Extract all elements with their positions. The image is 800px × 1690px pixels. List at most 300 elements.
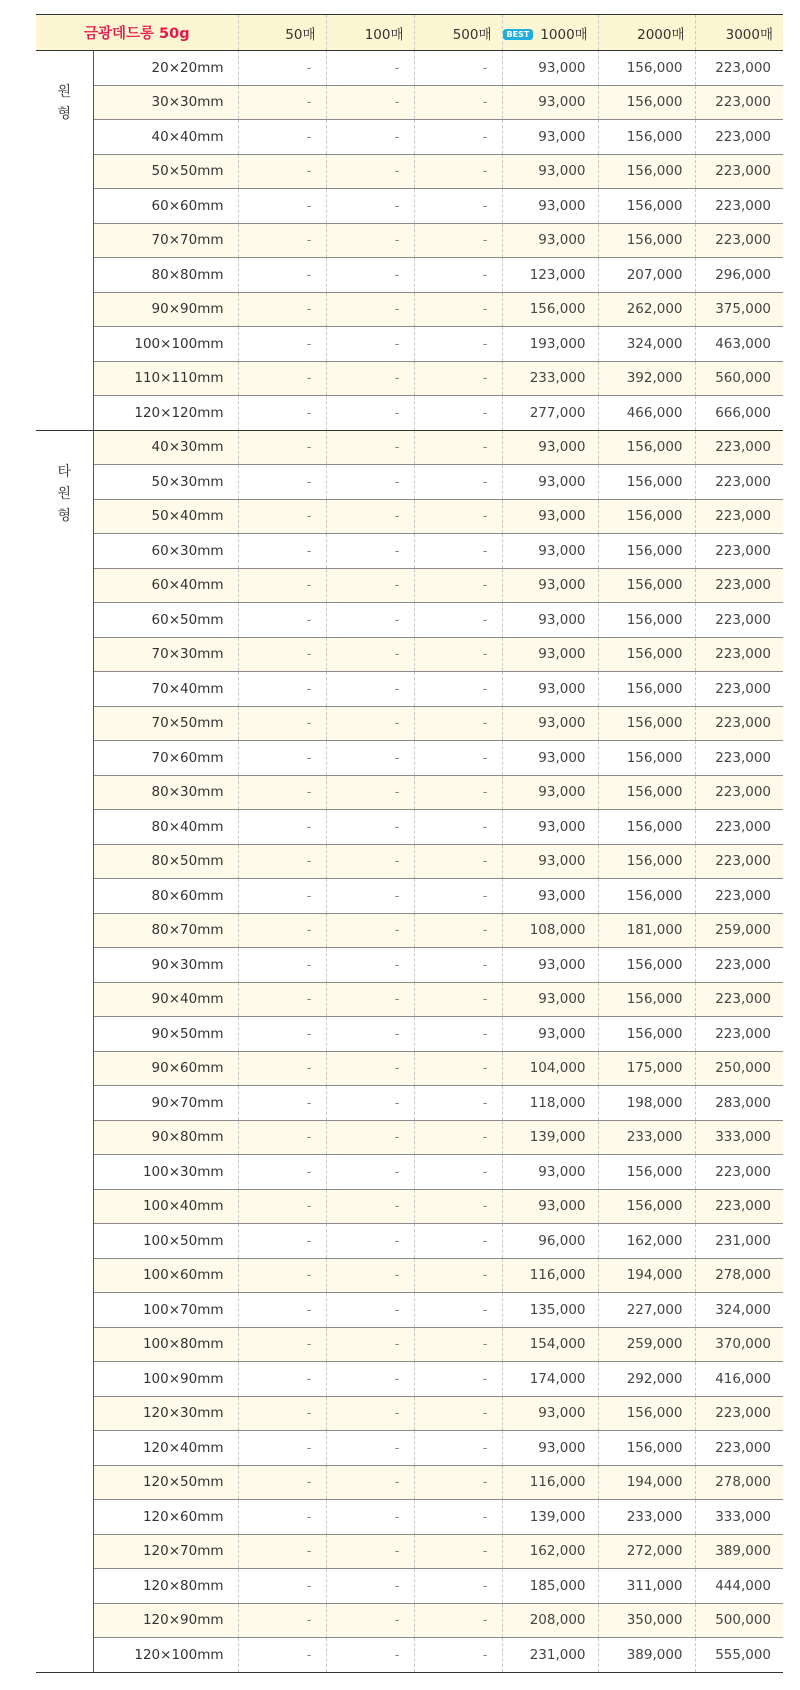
table-row bbox=[36, 706, 783, 741]
price-cell: 156,000 bbox=[598, 1431, 695, 1466]
price-cell: 93,000 bbox=[502, 1396, 598, 1431]
price-cell: 233,000 bbox=[502, 361, 598, 396]
table-row bbox=[36, 292, 783, 327]
price-cell: - bbox=[326, 223, 414, 258]
product-title: 금광데드롱 50g bbox=[36, 15, 238, 51]
price-cell: - bbox=[238, 120, 326, 155]
price-cell: - bbox=[238, 223, 326, 258]
table-row bbox=[36, 1465, 783, 1500]
price-cell: 175,000 bbox=[598, 1051, 695, 1086]
price-cell: 156,000 bbox=[598, 499, 695, 534]
price-cell: 93,000 bbox=[502, 51, 598, 86]
size-cell: 60×60mm bbox=[93, 189, 238, 224]
table-row bbox=[36, 1638, 783, 1673]
price-cell: - bbox=[238, 1534, 326, 1569]
table-row bbox=[36, 603, 783, 638]
price-cell: - bbox=[326, 1258, 414, 1293]
qty-header-50: 50매 bbox=[238, 15, 326, 51]
price-cell: 223,000 bbox=[695, 948, 783, 983]
table-row bbox=[36, 1569, 783, 1604]
price-cell: - bbox=[238, 327, 326, 362]
price-cell: 93,000 bbox=[502, 465, 598, 500]
table-row bbox=[36, 223, 783, 258]
table-row bbox=[36, 1224, 783, 1259]
price-cell: - bbox=[238, 637, 326, 672]
price-cell: 278,000 bbox=[695, 1465, 783, 1500]
table-row bbox=[36, 775, 783, 810]
table-row bbox=[36, 1603, 783, 1638]
size-cell: 100×60mm bbox=[93, 1258, 238, 1293]
size-cell: 60×40mm bbox=[93, 568, 238, 603]
price-cell: 231,000 bbox=[695, 1224, 783, 1259]
table-row bbox=[36, 844, 783, 879]
price-cell: - bbox=[326, 1362, 414, 1397]
price-cell: 162,000 bbox=[598, 1224, 695, 1259]
category-char: 타 bbox=[57, 463, 72, 480]
price-cell: - bbox=[326, 1224, 414, 1259]
price-cell: - bbox=[238, 1293, 326, 1328]
price-cell: - bbox=[326, 361, 414, 396]
price-cell: - bbox=[414, 1362, 502, 1397]
price-cell: 154,000 bbox=[502, 1327, 598, 1362]
price-cell: - bbox=[326, 913, 414, 948]
price-cell: 223,000 bbox=[695, 51, 783, 86]
price-cell: - bbox=[326, 1293, 414, 1328]
price-cell: 93,000 bbox=[502, 1017, 598, 1052]
price-cell: 116,000 bbox=[502, 1258, 598, 1293]
price-cell: - bbox=[414, 1396, 502, 1431]
price-cell: - bbox=[238, 396, 326, 431]
price-cell: - bbox=[414, 1017, 502, 1052]
size-cell: 70×50mm bbox=[93, 706, 238, 741]
price-cell: 156,000 bbox=[598, 534, 695, 569]
price-cell: - bbox=[326, 465, 414, 500]
price-cell: 223,000 bbox=[695, 1431, 783, 1466]
size-cell: 80×60mm bbox=[93, 879, 238, 914]
price-cell: - bbox=[326, 430, 414, 465]
price-cell: - bbox=[414, 361, 502, 396]
price-cell: 93,000 bbox=[502, 430, 598, 465]
price-cell: 162,000 bbox=[502, 1534, 598, 1569]
price-cell: - bbox=[238, 1465, 326, 1500]
price-cell: 259,000 bbox=[598, 1327, 695, 1362]
price-cell: - bbox=[238, 844, 326, 879]
size-cell: 90×80mm bbox=[93, 1120, 238, 1155]
price-cell: 223,000 bbox=[695, 844, 783, 879]
price-cell: - bbox=[326, 292, 414, 327]
price-cell: - bbox=[414, 982, 502, 1017]
price-cell: 156,000 bbox=[598, 1396, 695, 1431]
price-cell: 262,000 bbox=[598, 292, 695, 327]
size-cell: 120×100mm bbox=[93, 1638, 238, 1673]
table-row bbox=[36, 189, 783, 224]
price-cell: - bbox=[414, 1258, 502, 1293]
price-cell: 156,000 bbox=[598, 1189, 695, 1224]
price-cell: - bbox=[414, 430, 502, 465]
size-cell: 40×40mm bbox=[93, 120, 238, 155]
price-cell: 223,000 bbox=[695, 120, 783, 155]
price-cell: - bbox=[238, 499, 326, 534]
table-row bbox=[36, 534, 783, 569]
size-cell: 90×50mm bbox=[93, 1017, 238, 1052]
price-cell: 223,000 bbox=[695, 879, 783, 914]
price-cell: - bbox=[326, 534, 414, 569]
price-cell: 416,000 bbox=[695, 1362, 783, 1397]
price-cell: 223,000 bbox=[695, 1396, 783, 1431]
price-cell: 223,000 bbox=[695, 982, 783, 1017]
price-cell: - bbox=[414, 810, 502, 845]
price-cell: 156,000 bbox=[598, 223, 695, 258]
size-cell: 100×100mm bbox=[93, 327, 238, 362]
price-cell: 156,000 bbox=[598, 844, 695, 879]
price-cell: - bbox=[326, 637, 414, 672]
price-cell: 93,000 bbox=[502, 603, 598, 638]
price-cell: 389,000 bbox=[598, 1638, 695, 1673]
price-cell: - bbox=[238, 189, 326, 224]
size-cell: 120×120mm bbox=[93, 396, 238, 431]
table-row bbox=[36, 396, 783, 431]
price-cell: - bbox=[326, 1465, 414, 1500]
price-cell: 389,000 bbox=[695, 1534, 783, 1569]
size-cell: 120×70mm bbox=[93, 1534, 238, 1569]
size-cell: 100×90mm bbox=[93, 1362, 238, 1397]
price-cell: - bbox=[238, 1638, 326, 1673]
table-row bbox=[36, 1051, 783, 1086]
size-cell: 60×30mm bbox=[93, 534, 238, 569]
size-cell: 80×40mm bbox=[93, 810, 238, 845]
price-cell: 156,000 bbox=[598, 568, 695, 603]
price-cell: - bbox=[326, 1534, 414, 1569]
price-cell: 156,000 bbox=[598, 1155, 695, 1190]
price-cell: - bbox=[414, 603, 502, 638]
price-cell: 93,000 bbox=[502, 706, 598, 741]
price-cell: - bbox=[238, 1017, 326, 1052]
price-cell: 156,000 bbox=[598, 637, 695, 672]
price-cell: 139,000 bbox=[502, 1120, 598, 1155]
table-row bbox=[36, 1155, 783, 1190]
price-cell: - bbox=[326, 741, 414, 776]
price-cell: 350,000 bbox=[598, 1603, 695, 1638]
size-cell: 30×30mm bbox=[93, 85, 238, 120]
table-row bbox=[36, 1258, 783, 1293]
price-cell: 392,000 bbox=[598, 361, 695, 396]
size-cell: 120×90mm bbox=[93, 1603, 238, 1638]
price-cell: 375,000 bbox=[695, 292, 783, 327]
size-cell: 90×60mm bbox=[93, 1051, 238, 1086]
price-cell: 104,000 bbox=[502, 1051, 598, 1086]
price-cell: 156,000 bbox=[598, 982, 695, 1017]
price-cell: 233,000 bbox=[598, 1500, 695, 1535]
size-cell: 20×20mm bbox=[93, 51, 238, 86]
table-row bbox=[36, 672, 783, 707]
price-cell: - bbox=[326, 1500, 414, 1535]
price-cell: 139,000 bbox=[502, 1500, 598, 1535]
price-cell: 156,000 bbox=[598, 189, 695, 224]
price-cell: 223,000 bbox=[695, 85, 783, 120]
size-cell: 90×40mm bbox=[93, 982, 238, 1017]
price-cell: 93,000 bbox=[502, 810, 598, 845]
price-cell: - bbox=[414, 879, 502, 914]
price-cell: 560,000 bbox=[695, 361, 783, 396]
table-row bbox=[36, 1431, 783, 1466]
price-cell: - bbox=[326, 568, 414, 603]
price-cell: - bbox=[326, 1017, 414, 1052]
size-cell: 50×30mm bbox=[93, 465, 238, 500]
price-cell: - bbox=[238, 879, 326, 914]
price-cell: - bbox=[238, 1155, 326, 1190]
size-cell: 100×70mm bbox=[93, 1293, 238, 1328]
price-cell: - bbox=[414, 1051, 502, 1086]
price-cell: 198,000 bbox=[598, 1086, 695, 1121]
price-cell: 324,000 bbox=[598, 327, 695, 362]
price-cell: - bbox=[238, 1569, 326, 1604]
price-cell: - bbox=[326, 51, 414, 86]
price-cell: - bbox=[414, 844, 502, 879]
price-cell: 223,000 bbox=[695, 1189, 783, 1224]
price-table-container bbox=[36, 14, 774, 1673]
price-cell: 231,000 bbox=[502, 1638, 598, 1673]
table-row bbox=[36, 499, 783, 534]
price-cell: - bbox=[414, 189, 502, 224]
qty-header-2000: 2000매 bbox=[598, 15, 695, 51]
price-cell: 223,000 bbox=[695, 1017, 783, 1052]
price-cell: 223,000 bbox=[695, 775, 783, 810]
table-row bbox=[36, 1189, 783, 1224]
price-cell: 207,000 bbox=[598, 258, 695, 293]
price-cell: - bbox=[326, 672, 414, 707]
table-row bbox=[36, 1362, 783, 1397]
price-cell: 93,000 bbox=[502, 948, 598, 983]
price-cell: - bbox=[238, 1431, 326, 1466]
price-cell: 93,000 bbox=[502, 879, 598, 914]
price-cell: - bbox=[414, 1086, 502, 1121]
price-cell: - bbox=[414, 51, 502, 86]
price-cell: - bbox=[238, 1603, 326, 1638]
price-cell: 666,000 bbox=[695, 396, 783, 431]
price-cell: - bbox=[414, 396, 502, 431]
price-cell: 156,000 bbox=[598, 672, 695, 707]
price-cell: 156,000 bbox=[598, 1017, 695, 1052]
size-cell: 70×40mm bbox=[93, 672, 238, 707]
category-label bbox=[36, 51, 93, 431]
price-cell: 223,000 bbox=[695, 637, 783, 672]
size-cell: 90×70mm bbox=[93, 1086, 238, 1121]
table-row bbox=[36, 1327, 783, 1362]
table-row bbox=[36, 948, 783, 983]
table-row bbox=[36, 637, 783, 672]
table-row bbox=[36, 1017, 783, 1052]
price-cell: - bbox=[414, 1120, 502, 1155]
price-cell: 156,000 bbox=[598, 120, 695, 155]
size-cell: 50×40mm bbox=[93, 499, 238, 534]
category-char: 형 bbox=[57, 106, 72, 122]
size-cell: 70×30mm bbox=[93, 637, 238, 672]
price-cell: - bbox=[326, 1396, 414, 1431]
price-cell: 93,000 bbox=[502, 499, 598, 534]
size-cell: 120×80mm bbox=[93, 1569, 238, 1604]
price-cell: - bbox=[414, 1534, 502, 1569]
price-cell: 156,000 bbox=[598, 706, 695, 741]
price-cell: - bbox=[238, 948, 326, 983]
price-cell: 174,000 bbox=[502, 1362, 598, 1397]
size-cell: 100×80mm bbox=[93, 1327, 238, 1362]
price-cell: - bbox=[326, 1569, 414, 1604]
price-cell: - bbox=[326, 1603, 414, 1638]
category-label bbox=[36, 430, 93, 1672]
price-cell: - bbox=[414, 672, 502, 707]
price-cell: 93,000 bbox=[502, 1189, 598, 1224]
price-cell: - bbox=[414, 1638, 502, 1673]
price-cell: 93,000 bbox=[502, 223, 598, 258]
price-cell: 123,000 bbox=[502, 258, 598, 293]
price-cell: 223,000 bbox=[695, 189, 783, 224]
price-cell: - bbox=[238, 1362, 326, 1397]
price-cell: 93,000 bbox=[502, 120, 598, 155]
size-cell: 40×30mm bbox=[93, 430, 238, 465]
price-cell: - bbox=[326, 327, 414, 362]
table-row bbox=[36, 465, 783, 500]
size-cell: 80×50mm bbox=[93, 844, 238, 879]
price-cell: - bbox=[414, 327, 502, 362]
price-cell: - bbox=[238, 51, 326, 86]
price-cell: 333,000 bbox=[695, 1120, 783, 1155]
price-cell: - bbox=[414, 1500, 502, 1535]
price-cell: - bbox=[414, 1569, 502, 1604]
size-cell: 100×30mm bbox=[93, 1155, 238, 1190]
price-cell: - bbox=[238, 982, 326, 1017]
table-row bbox=[36, 1086, 783, 1121]
price-cell: - bbox=[414, 741, 502, 776]
price-cell: - bbox=[414, 1155, 502, 1190]
price-cell: 324,000 bbox=[695, 1293, 783, 1328]
price-cell: 156,000 bbox=[598, 879, 695, 914]
size-cell: 50×50mm bbox=[93, 154, 238, 189]
price-cell: - bbox=[238, 1120, 326, 1155]
price-cell: 370,000 bbox=[695, 1327, 783, 1362]
price-cell: 223,000 bbox=[695, 465, 783, 500]
price-cell: 93,000 bbox=[502, 189, 598, 224]
price-cell: - bbox=[414, 258, 502, 293]
price-cell: - bbox=[414, 85, 502, 120]
price-cell: 194,000 bbox=[598, 1258, 695, 1293]
size-cell: 90×30mm bbox=[93, 948, 238, 983]
price-table-body bbox=[36, 51, 783, 1673]
price-cell: - bbox=[414, 223, 502, 258]
price-cell: 223,000 bbox=[695, 568, 783, 603]
price-cell: - bbox=[414, 1224, 502, 1259]
table-row bbox=[36, 120, 783, 155]
price-cell: - bbox=[238, 1258, 326, 1293]
price-cell: - bbox=[238, 706, 326, 741]
price-cell: - bbox=[414, 154, 502, 189]
qty-header-1000-label: 1000매 bbox=[540, 26, 588, 43]
price-cell: - bbox=[326, 982, 414, 1017]
price-cell: 93,000 bbox=[502, 1431, 598, 1466]
price-cell: - bbox=[238, 741, 326, 776]
price-cell: 185,000 bbox=[502, 1569, 598, 1604]
price-cell: 93,000 bbox=[502, 85, 598, 120]
price-cell: 156,000 bbox=[598, 465, 695, 500]
price-cell: - bbox=[414, 706, 502, 741]
table-row bbox=[36, 85, 783, 120]
table-row bbox=[36, 1120, 783, 1155]
size-cell: 120×40mm bbox=[93, 1431, 238, 1466]
price-cell: 223,000 bbox=[695, 741, 783, 776]
price-cell: 223,000 bbox=[695, 1155, 783, 1190]
price-cell: 93,000 bbox=[502, 568, 598, 603]
table-row bbox=[36, 982, 783, 1017]
price-cell: - bbox=[326, 879, 414, 914]
price-cell: - bbox=[326, 810, 414, 845]
category-char: 원 bbox=[57, 485, 72, 502]
price-cell: 223,000 bbox=[695, 154, 783, 189]
price-cell: - bbox=[238, 1396, 326, 1431]
price-cell: 194,000 bbox=[598, 1465, 695, 1500]
price-cell: 93,000 bbox=[502, 672, 598, 707]
price-cell: - bbox=[326, 258, 414, 293]
price-cell: - bbox=[414, 1431, 502, 1466]
price-cell: 156,000 bbox=[598, 85, 695, 120]
price-cell: 259,000 bbox=[695, 913, 783, 948]
qty-header-3000: 3000매 bbox=[695, 15, 783, 51]
price-cell: - bbox=[414, 948, 502, 983]
price-cell: 272,000 bbox=[598, 1534, 695, 1569]
table-row bbox=[36, 258, 783, 293]
price-cell: 93,000 bbox=[502, 741, 598, 776]
price-cell: - bbox=[238, 810, 326, 845]
price-cell: 223,000 bbox=[695, 534, 783, 569]
price-cell: 283,000 bbox=[695, 1086, 783, 1121]
price-cell: - bbox=[238, 603, 326, 638]
price-cell: - bbox=[326, 948, 414, 983]
qty-header-1000 bbox=[502, 15, 598, 51]
price-cell: - bbox=[238, 361, 326, 396]
price-cell: 233,000 bbox=[598, 1120, 695, 1155]
price-cell: - bbox=[414, 1465, 502, 1500]
size-cell: 90×90mm bbox=[93, 292, 238, 327]
table-row bbox=[36, 741, 783, 776]
size-cell: 120×60mm bbox=[93, 1500, 238, 1535]
price-cell: 227,000 bbox=[598, 1293, 695, 1328]
size-cell: 80×80mm bbox=[93, 258, 238, 293]
price-cell: 181,000 bbox=[598, 913, 695, 948]
price-cell: 223,000 bbox=[695, 706, 783, 741]
table-row bbox=[36, 430, 783, 465]
price-cell: - bbox=[414, 499, 502, 534]
price-cell: 156,000 bbox=[598, 154, 695, 189]
table-row bbox=[36, 361, 783, 396]
size-cell: 120×50mm bbox=[93, 1465, 238, 1500]
price-cell: 156,000 bbox=[598, 948, 695, 983]
price-cell: 444,000 bbox=[695, 1569, 783, 1604]
price-cell: 93,000 bbox=[502, 982, 598, 1017]
price-cell: - bbox=[326, 1638, 414, 1673]
price-cell: - bbox=[326, 1051, 414, 1086]
price-cell: - bbox=[238, 1327, 326, 1362]
header-row bbox=[36, 15, 783, 51]
price-cell: - bbox=[238, 1051, 326, 1086]
price-cell: 93,000 bbox=[502, 775, 598, 810]
price-cell: - bbox=[238, 430, 326, 465]
price-cell: 223,000 bbox=[695, 223, 783, 258]
size-cell: 60×50mm bbox=[93, 603, 238, 638]
price-cell: 250,000 bbox=[695, 1051, 783, 1086]
price-cell: 93,000 bbox=[502, 844, 598, 879]
price-cell: 193,000 bbox=[502, 327, 598, 362]
price-cell: - bbox=[238, 1086, 326, 1121]
table-row bbox=[36, 1396, 783, 1431]
price-cell: - bbox=[326, 1120, 414, 1155]
